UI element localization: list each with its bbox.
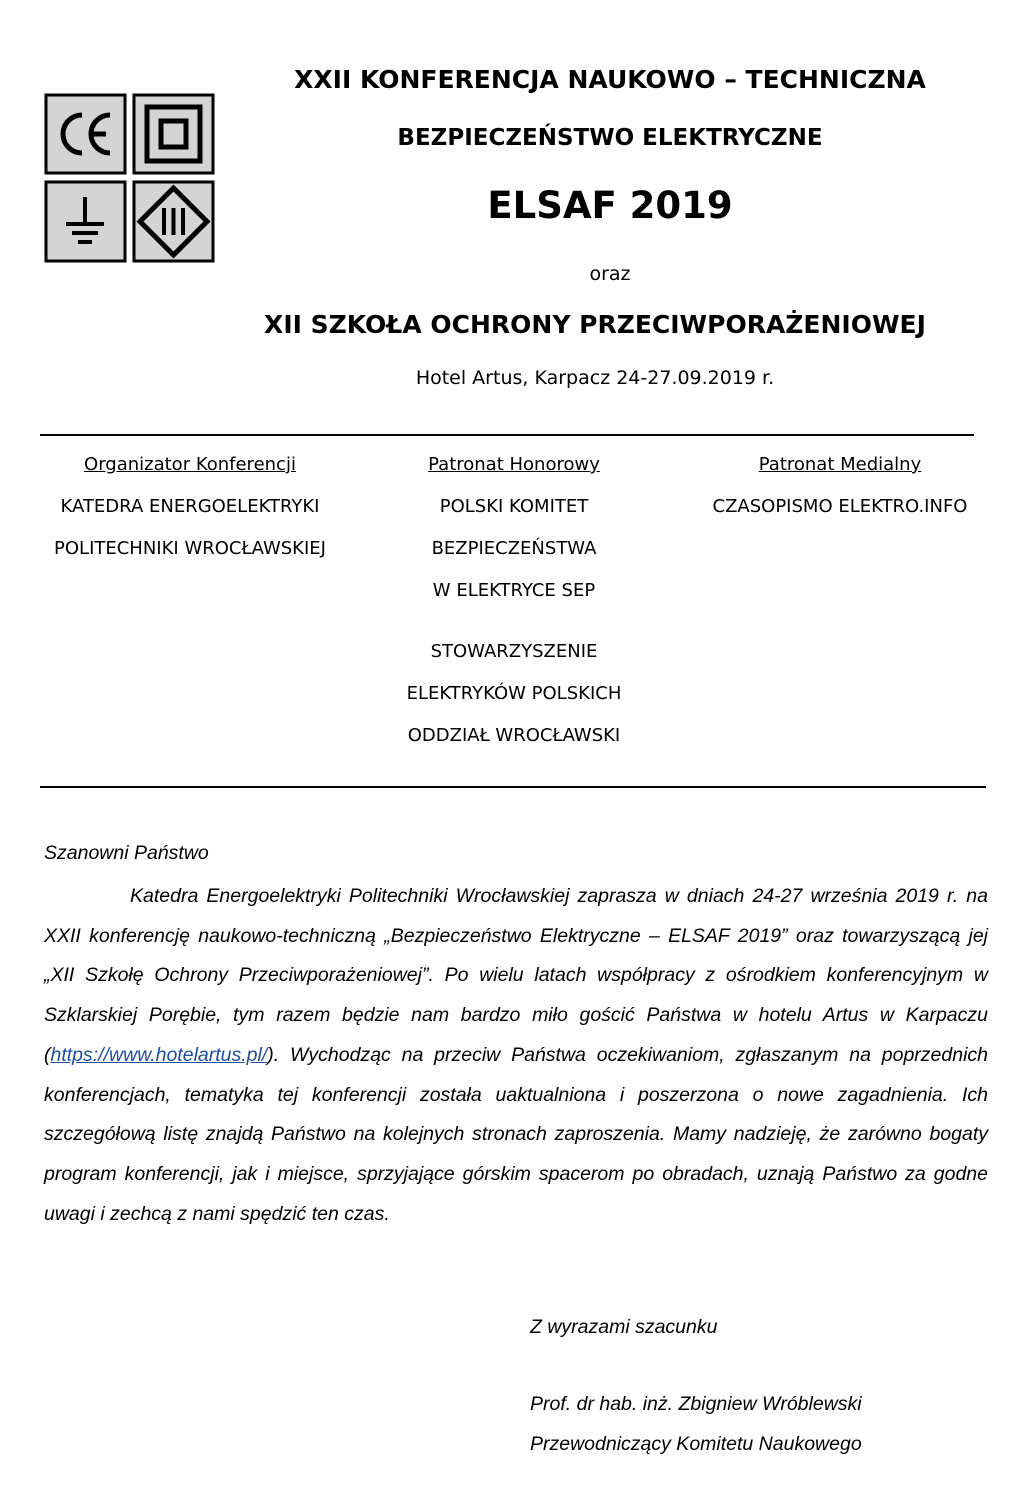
honorary-line: BEZPIECZEŃSTWA xyxy=(431,538,597,559)
organizer-column xyxy=(30,444,350,570)
organizer-line: POLITECHNIKI WROCŁAWSKIEJ xyxy=(54,538,326,559)
honorary-line: W ELEKTRYCE SEP xyxy=(432,580,596,601)
organizer-line: KATEDRA ENERGOELEKTRYKI xyxy=(60,496,320,517)
divider-bottom xyxy=(40,786,986,788)
organizer-heading: Organizator Konferencji xyxy=(84,454,296,475)
class-iii-icon xyxy=(134,182,213,261)
letter-text-part2: ). Wychodząc na przeciw Państwa oczekiwaniom, zgłaszanym na poprzednich konferencjach, tematyka tej konferencji została uaktualniona i poszerzona o nowe zagadnienia. Ich szczegółową listę znajdą Państwo na kolejnych stronach zaproszenia. Mamy nadzieję, że zarówno bogaty program konferencji, jak i miejsce, sprzyjające górskim spacerom po obradach, uznają Państwo za godne uwagi i zechcą z nami spędzić ten czas. xyxy=(44,1043,988,1225)
ground-icon xyxy=(46,182,125,261)
honorary-line: ODDZIAŁ WROCŁAWSKI xyxy=(407,725,621,746)
honorary-line: STOWARZYSZENIE xyxy=(430,641,598,662)
honorary-column xyxy=(354,444,674,612)
signatory-name: Prof. dr hab. inż. Zbigniew Wróblewski xyxy=(530,1393,862,1415)
honorary-line: ELEKTRYKÓW POLSKICH xyxy=(406,683,622,704)
letter-text-part1: Katedra Energoelektryki Politechniki Wrocławskiej zaprasza w dniach 24-27 września 2019 r. na XXII konferencję naukowo-techniczną „Bezpieczeństwo Elektryczne – ELSAF 2019” oraz towarzyszącą jej „XII Szkołę Ochrony Przeciwporażeniowej”. Po wielu latach współpracy z ośrodkiem konferencyjnym w Szklarskiej Porębie, tym razem będzie nam bardzo miło gościć Państwa w hotelu Artus w Karpaczu ( xyxy=(44,885,988,1066)
ce-mark-icon xyxy=(46,95,125,173)
closing-text: Z wyrazami szacunku xyxy=(530,1316,718,1338)
hotel-link[interactable]: https://www.hotelartus.pl/ xyxy=(50,1043,268,1066)
letter-body xyxy=(44,877,988,1234)
signatory-role: Przewodniczący Komitetu Naukowego xyxy=(530,1433,862,1455)
school-title: XII SZKOŁA OCHRONY PRZECIWPORAŻENIOWEJ xyxy=(264,310,926,339)
honorary-column-second xyxy=(354,631,674,757)
media-column xyxy=(680,444,1000,528)
conjunction-text: oraz xyxy=(589,263,631,285)
conference-subtitle: BEZPIECZEŃSTWO ELEKTRYCZNE xyxy=(397,125,823,151)
salutation: Szanowni Państwo xyxy=(44,842,209,864)
double-square-icon xyxy=(134,95,213,173)
venue-date: Hotel Artus, Karpacz 24-27.09.2019 r. xyxy=(415,367,775,389)
honorary-heading: Patronat Honorowy xyxy=(428,454,600,475)
honorary-line: POLSKI KOMITET xyxy=(439,496,589,517)
conference-name: ELSAF 2019 xyxy=(487,184,733,227)
media-heading: Patronat Medialny xyxy=(758,454,922,475)
conference-logo xyxy=(44,93,215,263)
divider-top xyxy=(40,434,974,436)
conference-title: XXII KONFERENCJA NAUKOWO – TECHNICZNA xyxy=(294,65,926,94)
media-line: CZASOPISMO ELEKTRO.INFO xyxy=(712,496,968,517)
